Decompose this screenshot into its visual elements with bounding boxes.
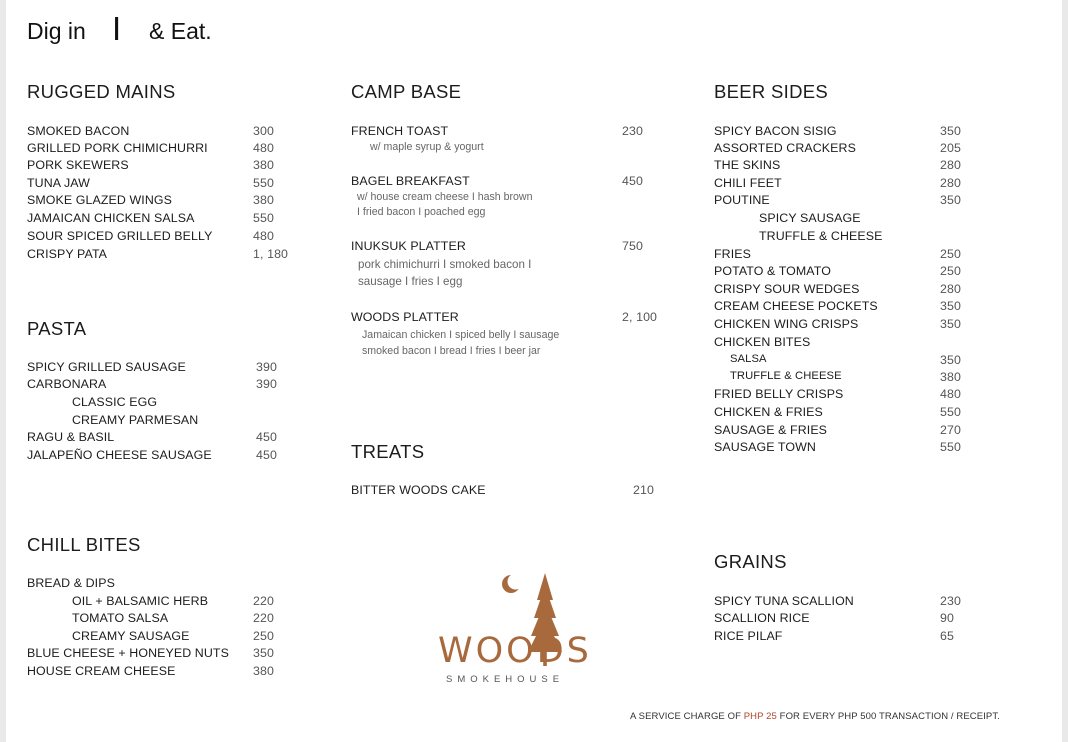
pine-tree-moon-icon	[438, 570, 592, 690]
tagline-part1: Dig in	[27, 18, 86, 44]
section-title-pasta: PASTA	[27, 318, 87, 339]
section-title-chill-bites: CHILL BITES	[27, 534, 141, 555]
item-description: w/ maple syrup & yogurt	[370, 141, 484, 153]
section-title-camp-base: CAMP BASE	[351, 81, 462, 102]
service-charge-note: A SERVICE CHARGE OF PHP 25 FOR EVERY PHP 500 TRANSACTION / RECEIPT.	[630, 711, 1000, 722]
tagline	[27, 10, 212, 47]
item-description: sausage I fries I egg	[358, 275, 463, 288]
logo-subtitle: SMOKEHOUSE	[446, 674, 565, 685]
item-description: Jamaican chicken I spiced belly I sausage	[362, 329, 560, 341]
section-title-rugged-mains: RUGGED MAINS	[27, 81, 176, 102]
item-description: pork chimichurri I smoked bacon I	[358, 258, 532, 271]
tagline-divider: I	[112, 10, 122, 47]
menu-page: Dig in I & Eat. RUGGED MAINS SMOKED BACON 300 GRILLED PORK CHIMICHURRI 480 PORK SKEWERS 380 TUNA JAW 550 SMOKE GLAZED WINGS 380 JAMAICAN CHICKEN SALSA 550 SOUR SPICED GRILLED BELLY 480 CRISPY PATA 1, 180 PASTA SPICY GRILLED SAUSAGE 390 CARBONARA 390 CLASSIC EGG CREAMY PARMESAN RAGU & BASIL 450 JALAPEÑO CHEESE SAUSAGE 450 CHILL BITES BREAD & DIPS OIL + BALSAMIC HERB 220 TOMATO SALSA 220 CREAMY SAUSAGE 250 BLUE CHEESE + HONEYED NUTS 350 HOUSE CREAM CHEESE 380 CAMP BASE FRENCH TOAST 230 w/ maple syrup & yogurt BAGEL BREAKFAST 450 w/ house cream cheese I hash brown I fried bacon I poached egg INUKSUK PLATTER 750 pork chimichurri I smoked bacon I sausage I fries I egg WOODS PLATTER 2, 100 Jamaican chicken I spiced belly I sausage smoked bacon I bread I fries I beer jar TREATS BITTER WOODS CAKE 210 WOODS SMOKEHOUSE BEER SIDES SPICY BACON SISIG 350 ASSORTED CRACKERS 205 THE SKINS 280 CHILI FEET 280 POUTINE 350 SPICY SAUSAGE TRUFFLE & CHEESE FRIES 250 POTATO & TOMATO 250 CRISPY SOUR WEDGES 280 CREAM CHEESE POCKETS 350 CHICKEN WING CRISPS 350 CHICKEN BITES SALSA 350 TRUFFLE & CHEESE 380 FRIED BELLY CRISPS 480 CHICKEN & FRIES 550 SAUSAGE & FRIES 270 SAUSAGE TOWN 550 GRAINS SPICY TUNA SCALLION 230 SCALLION RICE 90 RICE PILAF 65 A SERVICE CHARGE OF PHP 25 FOR EVERY PHP 500 TRANSACTION / RECEIPT.	[6, 0, 1062, 742]
section-title-grains: GRAINS	[714, 551, 787, 572]
section-title-beer-sides: BEER SIDES	[714, 81, 829, 102]
logo-wordmark: WOODS	[438, 631, 592, 671]
item-description: w/ house cream cheese I hash brown	[357, 191, 533, 203]
item-description: I fried bacon I poached egg	[357, 206, 486, 218]
section-title-treats: TREATS	[351, 441, 425, 462]
tagline-part2: & Eat.	[149, 18, 212, 44]
item-description: smoked bacon I bread I fries I beer jar	[362, 345, 541, 357]
woods-smokehouse-logo	[438, 570, 592, 690]
